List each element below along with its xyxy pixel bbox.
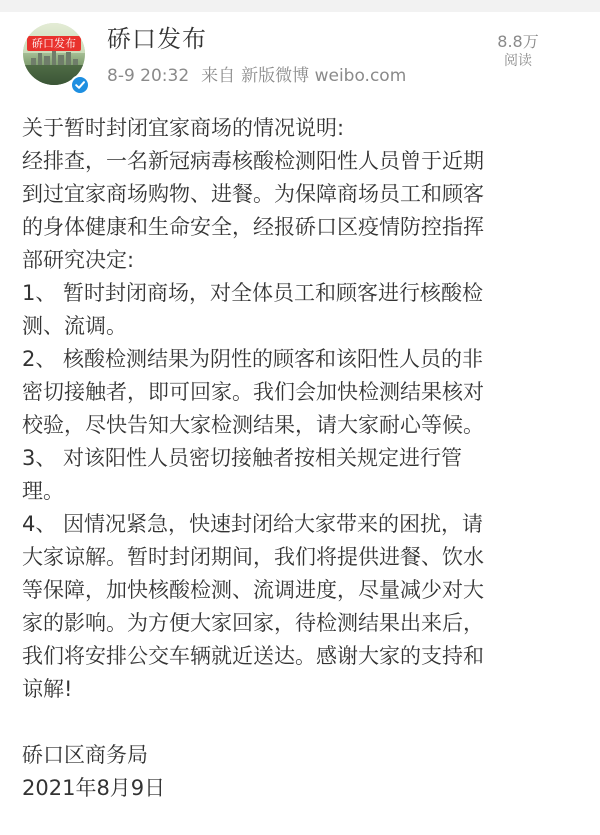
top-strip bbox=[0, 0, 600, 12]
verified-badge-icon bbox=[70, 75, 90, 95]
body-line: 家的影响。为方便大家回家，待检测结果出来后， bbox=[22, 611, 484, 635]
body-line: 校验，尽快告知大家检测结果，请大家耐心等候。 bbox=[22, 413, 484, 437]
body-line: 谅解! bbox=[22, 677, 73, 701]
body-line: 测、流调。 bbox=[22, 314, 127, 338]
body-line: 等保障，加快核酸检测、流调进度，尽量减少对大 bbox=[22, 578, 484, 602]
body-line: 大家谅解。暂时封闭期间，我们将提供进餐、饮水 bbox=[22, 545, 484, 569]
body-line: 4、 因情况紧急，快速封闭给大家带来的困扰，请 bbox=[22, 512, 484, 536]
body-line: 密切接触者，即可回家。我们会加快检测结果核对 bbox=[22, 380, 484, 404]
spacer bbox=[22, 706, 582, 739]
read-count: 8.8万 bbox=[497, 32, 539, 51]
body-line: 部研究决定: bbox=[22, 248, 135, 272]
body-line: 关于暂时封闭宜家商场的情况说明: bbox=[22, 116, 345, 140]
body-line: 的身体健康和生命安全，经报硚口区疫情防控指挥 bbox=[22, 215, 484, 239]
signature-date: 2021年8月9日 bbox=[22, 776, 166, 800]
post-time: 8-9 20:32 bbox=[107, 66, 190, 86]
read-label: 阅读 bbox=[504, 53, 532, 69]
post-meta bbox=[107, 65, 406, 87]
read-stats bbox=[488, 32, 548, 70]
author-name[interactable]: 硚口发布 bbox=[107, 25, 207, 53]
body-line: 3、 对该阳性人员密切接触者按相关规定进行管 bbox=[22, 446, 463, 470]
body-line: 经排查，一名新冠病毒核酸检测阳性人员曾于近期 bbox=[22, 149, 484, 173]
source-prefix: 来自 bbox=[201, 66, 236, 86]
post-source: 新版微博 weibo.com bbox=[241, 66, 407, 86]
post-body bbox=[22, 112, 582, 805]
avatar-tag: 硚口发布 bbox=[27, 36, 81, 51]
body-line: 理。 bbox=[22, 479, 64, 503]
signature: 硚口区商务局 bbox=[22, 743, 148, 767]
body-line: 到过宜家商场购物、进餐。为保障商场员工和顾客 bbox=[22, 182, 484, 206]
body-line: 2、 核酸检测结果为阴性的顾客和该阳性人员的非 bbox=[22, 347, 484, 371]
body-line: 1、 暂时封闭商场，对全体员工和顾客进行核酸检 bbox=[22, 281, 484, 305]
body-line: 我们将安排公交车辆就近送达。感谢大家的支持和 bbox=[22, 644, 484, 668]
